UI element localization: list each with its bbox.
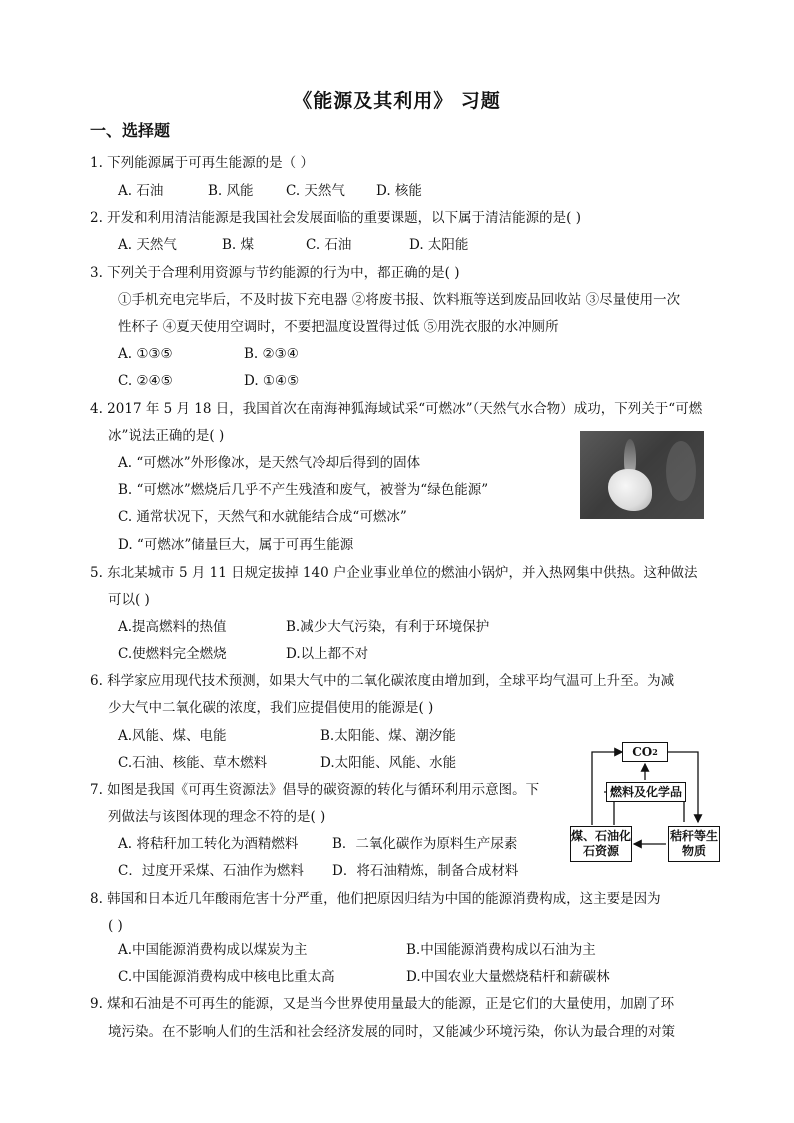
option-c: C.石油、核能、草木燃料 [118, 755, 268, 771]
question-5-line-2: 可以( ) [108, 592, 150, 608]
option-d: D.太阳能、风能、水能 [320, 755, 457, 771]
question-7-line-1: 7. 如图是我国《可再生资源法》倡导的碳资源的转化与循环利用示意图。下 [90, 782, 540, 798]
option-c: C.使燃料完全燃烧 [118, 646, 227, 662]
question-6-options-row1 [118, 727, 456, 745]
option-a: A.风能、煤、电能 [118, 728, 227, 744]
photo-glow [666, 441, 696, 501]
question-7-line-2: 列做法与该图体现的理念不符的是( ) [108, 809, 326, 825]
question-9-line-1: 9. 煤和石油是不可再生的能源，又是当今世界使用量最大的能源，正是它们的大量使用，加剧了环 [90, 996, 675, 1012]
photo-ice-chunk [608, 469, 652, 511]
option-a: A. 将秸秆加工转化为酒精燃料 [118, 836, 299, 852]
option-a: A. 天然气 [118, 237, 177, 253]
question-4-line-2: 冰”说法正确的是( ) [108, 428, 225, 444]
question-4-option-d: D. “可燃冰”储量巨大，属于可再生能源 [118, 537, 354, 553]
option-b: B.中国能源消费构成以石油为主 [406, 942, 596, 958]
option-d: D. 核能 [376, 183, 422, 199]
question-7-options-row1 [118, 835, 517, 853]
option-c: C. 天然气 [286, 183, 345, 199]
option-d: D.以上都不对 [286, 646, 369, 662]
fossil-resources-box: 煤、石油化石资源 [570, 826, 632, 862]
question-3-statements-1: ①手机充电完毕后，不及时拔下充电器 ②将废书报、饮料瓶等送到废品回收站 ③尽量使用一次 [118, 292, 681, 308]
question-5-options-row2 [118, 645, 368, 663]
question-3-options-row2 [118, 372, 299, 390]
question-1-options [118, 182, 422, 200]
option-b: B.减少大气污染，有利于环境保护 [286, 619, 490, 635]
option-b: B. 煤 [222, 237, 255, 253]
option-b: B.太阳能、煤、潮汐能 [320, 728, 456, 744]
co2-subscript: 2 [652, 746, 658, 757]
question-2-options [118, 236, 468, 254]
option-b: B. 风能 [208, 183, 254, 199]
biomass-box: 秸秆等生物质 [668, 826, 720, 862]
option-d: D.中国农业大量燃烧秸杆和薪碳林 [406, 969, 610, 985]
question-3: 3. 下列关于合理利用资源与节约能源的行为中，都正确的是( ) [90, 265, 460, 281]
option-a: A. 石油 [118, 183, 164, 199]
question-4-option-a: A. “可燃冰”外形像冰，是天然气冷却后得到的固体 [118, 455, 421, 471]
co2-box [622, 742, 668, 762]
question-6-line-1: 6. 科学家应用现代技术预测，如果大气中的二氧化碳浓度由增加到，全球平均气温可上升至。为减 [90, 673, 675, 689]
question-5-options-row1 [118, 618, 489, 636]
question-6-line-2: 少大气中二氧化碳的浓度，我们应提倡使用的能源是( ) [108, 700, 434, 716]
question-4-option-b: B. “可燃冰”燃烧后几乎不产生残渣和废气，被誉为“绿色能源” [118, 482, 489, 498]
question-4-line-1: 4. 2017 年 5 月 18 日，我国首次在南海神狐海域试采“可燃冰”（天然气水合物）成功，下列关于“可燃 [90, 401, 703, 417]
flammable-ice-photo [580, 431, 704, 519]
option-a: A.提高燃料的热值 [118, 619, 227, 635]
question-3-options-row1 [118, 345, 299, 363]
section-heading: 一、选择题 [90, 121, 171, 140]
option-a: A. ①③⑤ [118, 346, 173, 362]
option-b: B. ②③④ [244, 346, 299, 362]
option-b: B．二氧化碳作为原料生产尿素 [332, 836, 518, 852]
question-3-statements-2: 性杯子 ④夏天使用空调时，不要把温度设置得过低 ⑤用洗衣服的水冲厕所 [118, 319, 559, 335]
fuel-chemicals-box: 燃料及化学品 [606, 782, 686, 802]
question-9-line-2: 境污染。在不影响人们的生活和社会经济发展的同时，又能减少环境污染，你认为最合理的对策 [108, 1024, 675, 1040]
question-8-line-1: 8. 韩国和日本近几年酸雨危害十分严重，他们把原因归结为中国的能源消费构成，这主要是因为 [90, 891, 661, 907]
carbon-cycle-diagram [570, 740, 720, 865]
co2-label: CO [632, 744, 653, 759]
option-c: C. ②④⑤ [118, 373, 173, 389]
question-1: 1. 下列能源属于可再生能源的是（ ） [90, 155, 314, 171]
option-d: D．将石油精炼，制备合成材料 [332, 863, 519, 879]
question-8-line-2: ( ) [108, 918, 123, 934]
option-c: C．过度开采煤、石油作为燃料 [118, 863, 304, 879]
option-c: C.中国能源消费构成中核电比重太高 [118, 969, 335, 985]
question-4-option-c: C. 通常状况下，天然气和水就能结合成“可燃冰” [118, 509, 407, 525]
option-c: C. 石油 [306, 237, 352, 253]
question-8-options-row2 [118, 968, 610, 986]
option-a: A.中国能源消费构成以煤炭为主 [118, 942, 308, 958]
question-7-options-row2 [118, 862, 518, 880]
page-title: 《能源及其利用》 习题 [293, 90, 501, 112]
question-8-options-row1 [118, 941, 596, 959]
option-d: D. 太阳能 [409, 237, 469, 253]
question-5-line-1: 5. 东北某城市 5 月 11 日规定拔掉 140 户企业事业单位的燃油小锅炉，并入热网集中供热。这种做法 [90, 565, 698, 581]
option-d: D. ①④⑤ [244, 373, 300, 389]
question-6-options-row2 [118, 754, 456, 772]
question-2: 2. 开发和利用清洁能源是我国社会发展面临的重要课题，以下属于清洁能源的是( ) [90, 210, 581, 226]
